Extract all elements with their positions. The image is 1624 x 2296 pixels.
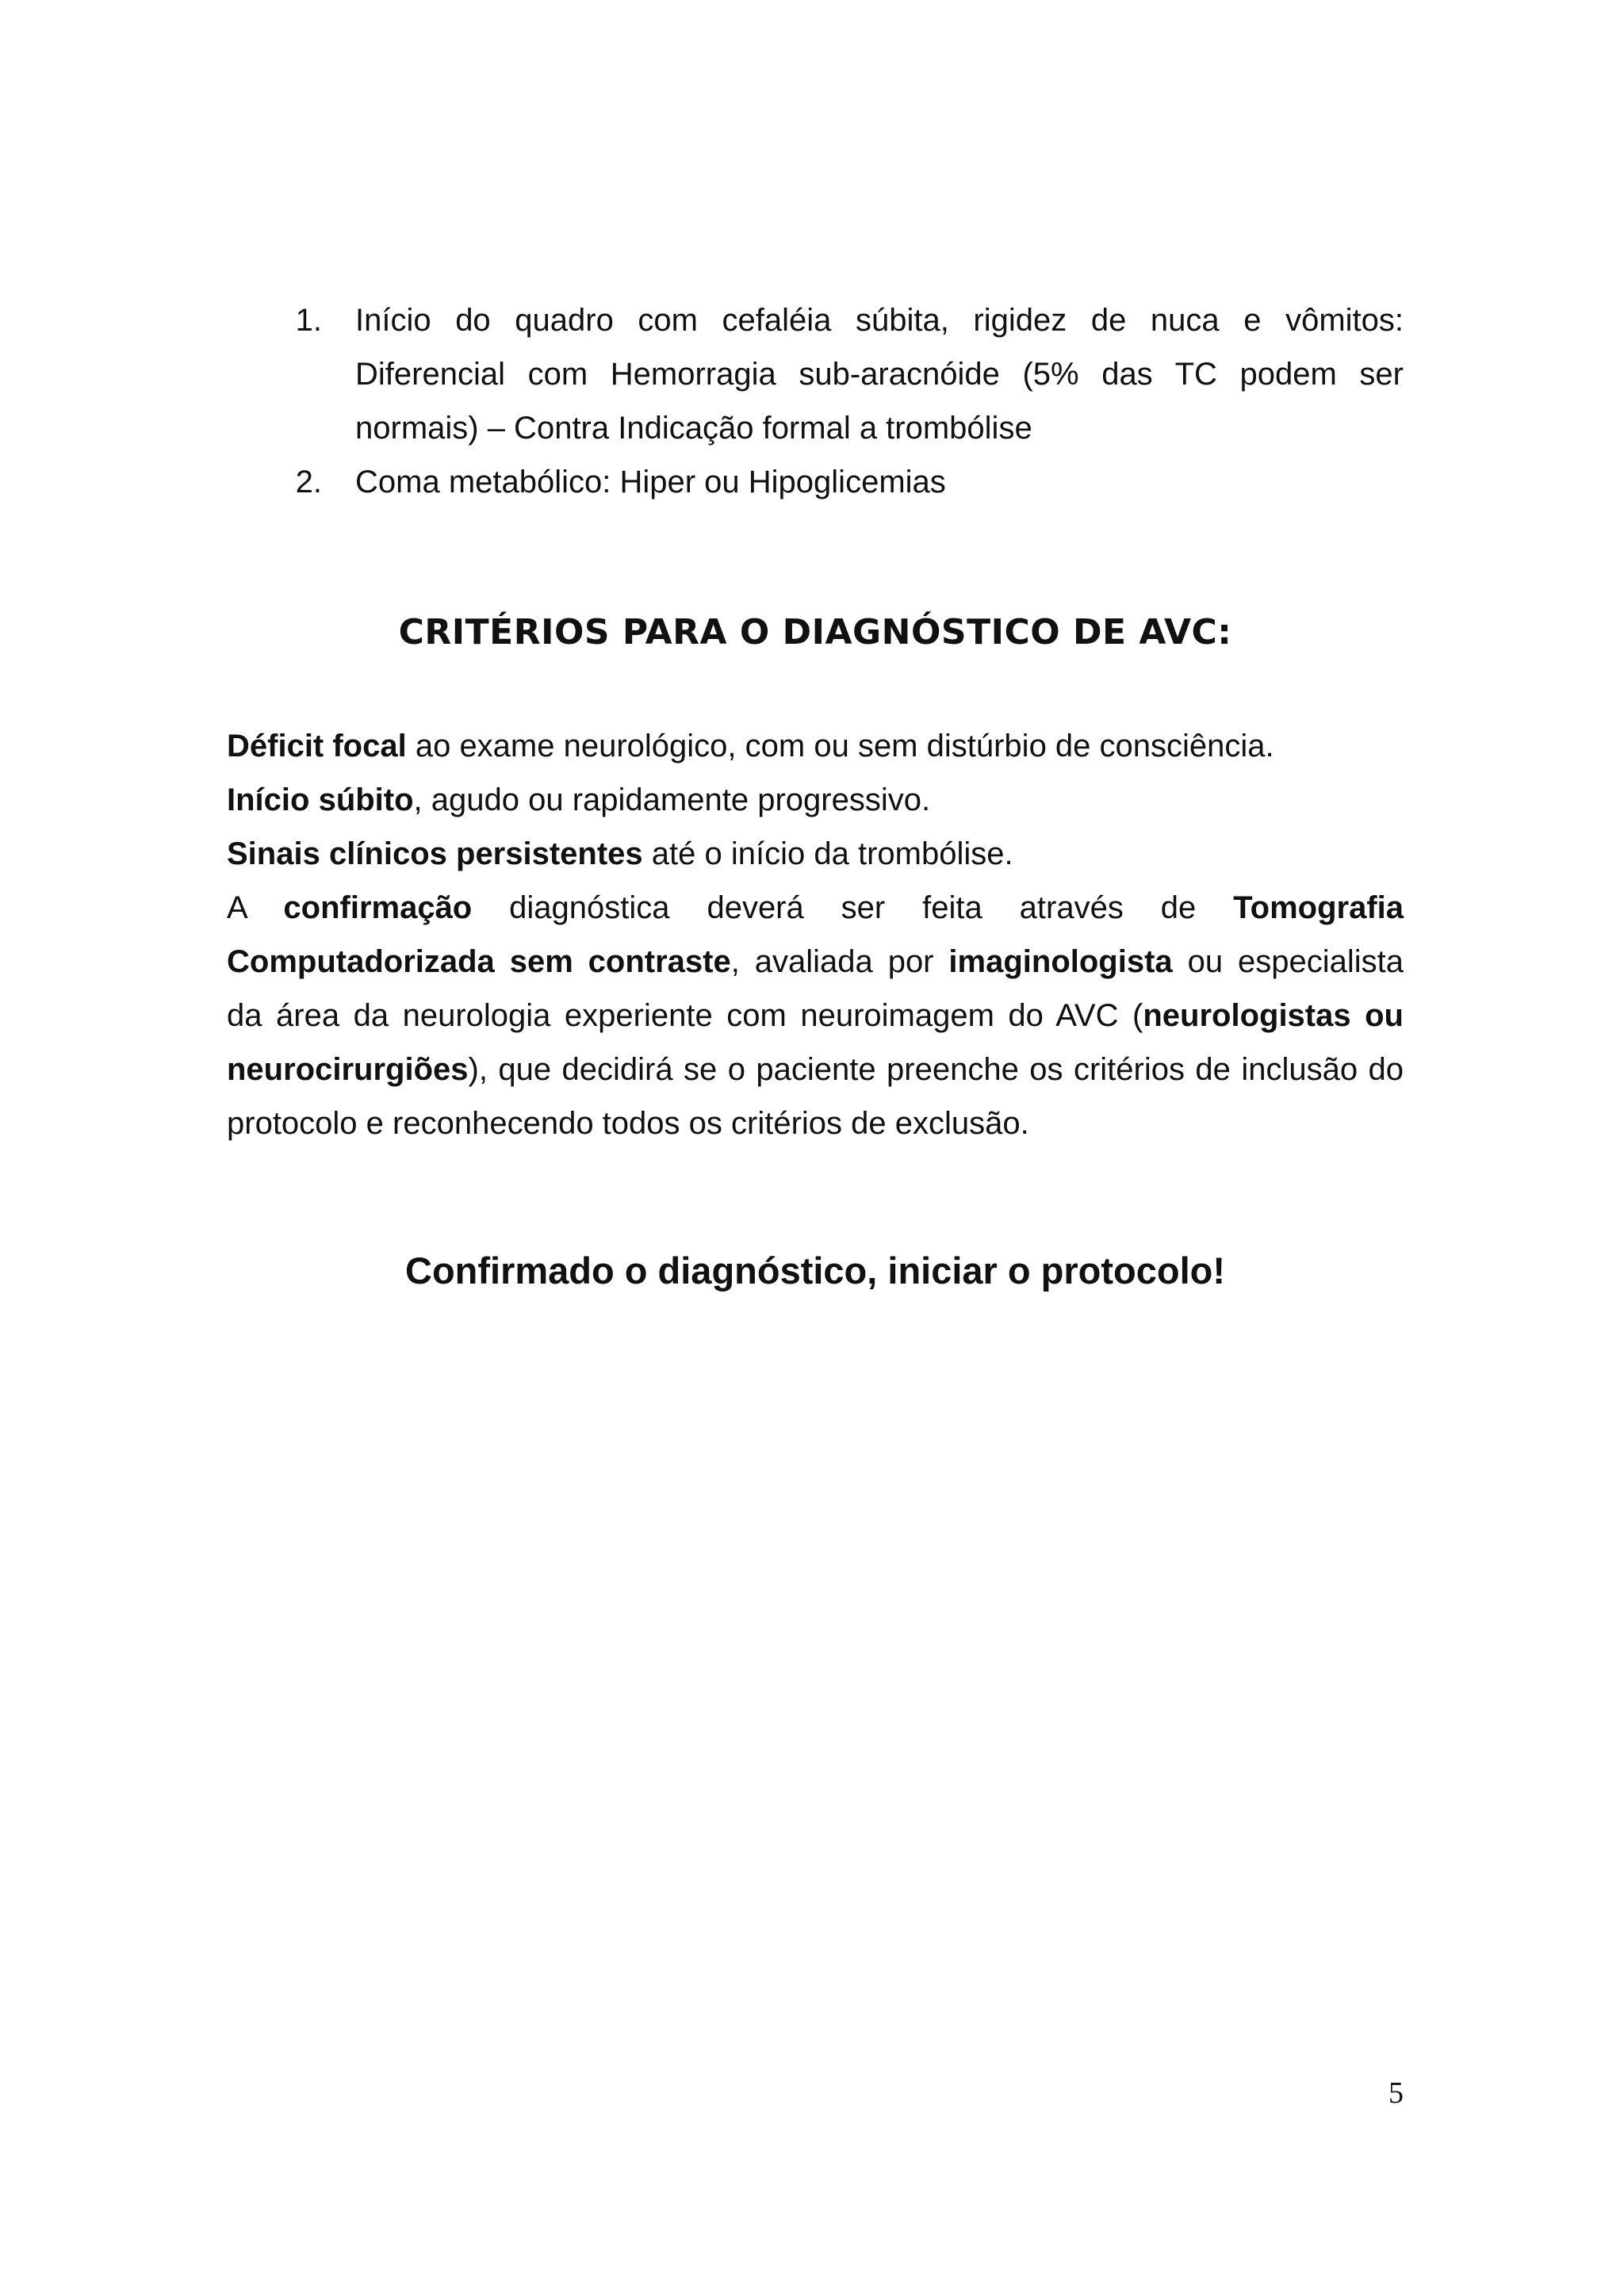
paragraph-text: , avaliada por — [730, 944, 949, 979]
criterion-term: Início súbito — [227, 783, 414, 817]
bold-term: neurologistas ou neurocirurgiões — [227, 998, 1404, 1087]
bold-term: confirmação — [283, 890, 473, 925]
numbered-list — [270, 293, 1404, 509]
criterion-persistent-signs — [227, 827, 1404, 881]
criterion-description: até o início da trombólise. — [642, 836, 1013, 871]
bold-term: imaginologista — [948, 944, 1173, 979]
criterion-description: , agudo ou rapidamente progressivo. — [413, 783, 931, 817]
paragraph-text: ou especialista da área da neurologia experiente com neuroimagem do AVC ( — [227, 944, 1404, 1033]
paragraph-text: ), que decidirá se o paciente preenche os critérios de inclusão do protocolo e reconhecendo todos os critérios de exclusão. — [227, 1052, 1404, 1141]
section-heading: CRITÉRIOS PARA O DIAGNÓSTICO DE AVC: — [398, 612, 1232, 652]
criterion-term: Déficit focal — [227, 729, 407, 763]
criterion-term: Sinais clínicos persistentes — [227, 836, 643, 871]
criterion-description: ao exame neurológico, com ou sem distúrbio de consciência. — [406, 729, 1274, 763]
list-item-text: Início do quadro com cefaléia súbita, rigidez de nuca e vômitos: Diferencial com Hemorragia sub-aracnóide (5% das TC podem ser normais) – Contra Indicação formal a trombólise — [355, 303, 1404, 446]
list-number: 1. — [295, 303, 322, 338]
criterion-focal-deficit — [227, 719, 1404, 773]
page-number: 5 — [1388, 2076, 1404, 2110]
list-item — [270, 455, 1404, 509]
criterion-sudden-onset — [227, 773, 1404, 827]
list-number: 2. — [295, 465, 322, 499]
confirmation-paragraph — [227, 881, 1404, 1150]
paragraph-text: diagnóstica deverá ser feita através de — [472, 890, 1234, 925]
list-item-text: Coma metabólico: Hiper ou Hipoglicemias — [355, 465, 946, 499]
confirmation-callout: Confirmado o diagnóstico, iniciar o protocolo! — [405, 1249, 1225, 1292]
list-item — [270, 293, 1404, 455]
criteria-section — [227, 719, 1404, 1150]
bold-term: Tomografia Computadorizada sem contraste — [227, 890, 1404, 979]
paragraph-text: A — [227, 890, 284, 925]
